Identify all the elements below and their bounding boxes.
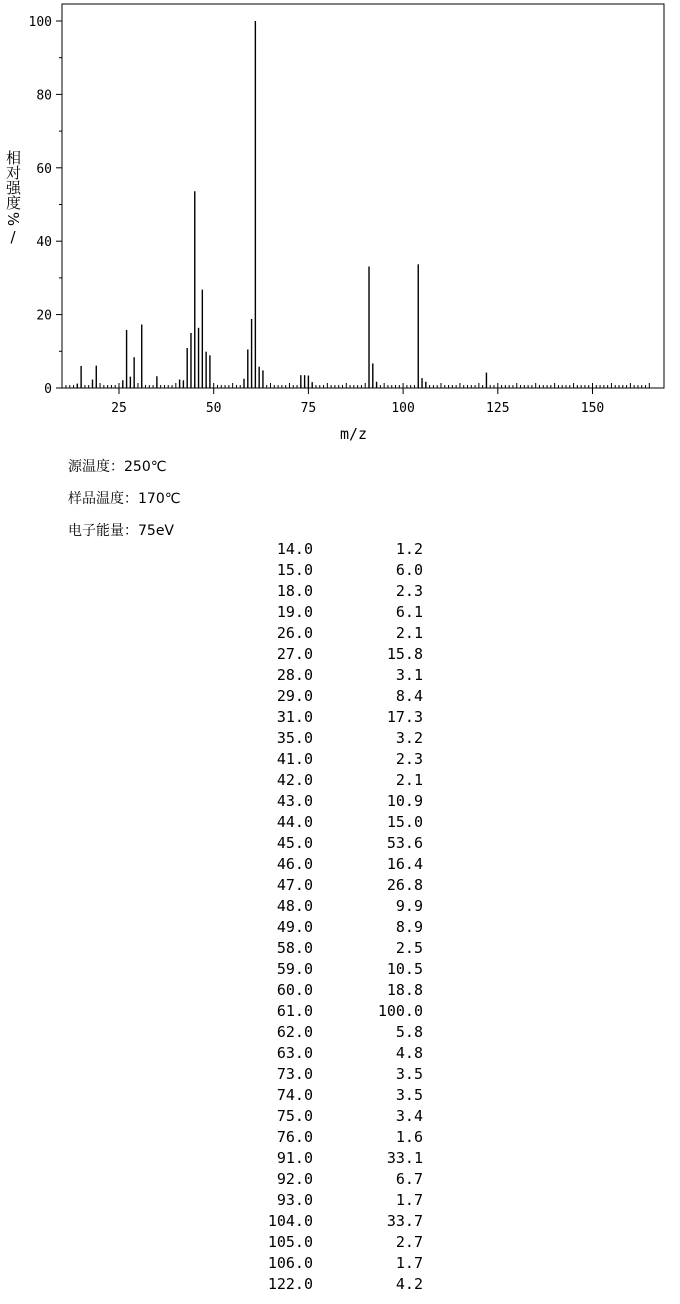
peak-row xyxy=(240,1043,430,1064)
peak-intensity: 1.6 xyxy=(395,1128,423,1146)
peak-mz: 63.0 xyxy=(276,1044,313,1062)
peak-mz: 46.0 xyxy=(276,855,313,873)
plot-frame xyxy=(62,4,664,388)
peak-mz: 29.0 xyxy=(276,687,313,705)
peak-row xyxy=(240,1232,430,1253)
sample-temperature: 样品温度：170℃ xyxy=(68,491,181,507)
peak-intensity: 26.8 xyxy=(386,876,423,894)
peak-row xyxy=(240,1148,430,1169)
peak-row xyxy=(240,896,430,917)
spectrum-peaks xyxy=(77,21,486,388)
peak-row xyxy=(240,1085,430,1106)
peak-intensity: 8.9 xyxy=(395,918,423,936)
peak-intensity: 2.3 xyxy=(395,582,423,600)
peak-row xyxy=(240,749,430,770)
peak-intensity: 4.2 xyxy=(395,1275,423,1293)
y-tick-label: 100 xyxy=(28,15,52,30)
peak-row xyxy=(240,1001,430,1022)
peak-mz: 19.0 xyxy=(276,603,313,621)
y-axis-label-text: 相对强度 xyxy=(4,150,22,210)
peak-row xyxy=(240,644,430,665)
peak-row xyxy=(240,1190,430,1211)
peak-mz: 105.0 xyxy=(267,1233,313,1251)
peak-intensity: 10.5 xyxy=(386,960,423,978)
peak-mz: 45.0 xyxy=(276,834,313,852)
x-tick-label: 125 xyxy=(486,401,510,416)
peak-mz: 44.0 xyxy=(276,813,313,831)
peak-mz: 74.0 xyxy=(276,1086,313,1104)
peak-row xyxy=(240,1106,430,1127)
peak-intensity: 6.1 xyxy=(395,603,423,621)
peak-intensity: 6.7 xyxy=(395,1170,423,1188)
peak-mz: 28.0 xyxy=(276,666,313,684)
peak-mz: 59.0 xyxy=(276,960,313,978)
peak-mz: 43.0 xyxy=(276,792,313,810)
peak-intensity: 17.3 xyxy=(386,708,423,726)
peak-mz: 91.0 xyxy=(276,1149,313,1167)
peak-mz: 73.0 xyxy=(276,1065,313,1083)
peak-row xyxy=(240,539,430,560)
peak-row xyxy=(240,686,430,707)
peak-intensity: 1.7 xyxy=(395,1254,423,1272)
peak-mz: 92.0 xyxy=(276,1170,313,1188)
peak-row xyxy=(240,875,430,896)
peak-mz: 104.0 xyxy=(267,1212,313,1230)
peak-mz: 27.0 xyxy=(276,645,313,663)
peak-intensity: 15.0 xyxy=(386,813,423,831)
peak-mz: 26.0 xyxy=(276,624,313,642)
peak-intensity: 2.5 xyxy=(395,939,423,957)
peak-row xyxy=(240,1253,430,1274)
peak-intensity: 3.5 xyxy=(395,1065,423,1083)
peak-intensity: 5.8 xyxy=(395,1023,423,1041)
peak-mz: 122.0 xyxy=(267,1275,313,1293)
x-minor-ticks xyxy=(66,383,649,388)
peak-intensity: 3.4 xyxy=(395,1107,423,1125)
peak-mz: 42.0 xyxy=(276,771,313,789)
peak-intensity: 1.2 xyxy=(395,540,423,558)
peak-row xyxy=(240,1127,430,1148)
source-temperature: 源温度：250℃ xyxy=(68,459,167,475)
y-tick-label: 0 xyxy=(44,382,52,397)
y-tick-label: 40 xyxy=(36,235,52,251)
y-tick-label: 80 xyxy=(36,88,52,104)
peak-row xyxy=(240,959,430,980)
peak-mz: 62.0 xyxy=(276,1023,313,1041)
peak-intensity: 2.1 xyxy=(395,771,423,789)
x-axis-ticks xyxy=(111,388,604,416)
peak-intensity: 33.1 xyxy=(386,1149,423,1167)
peak-row xyxy=(240,1274,430,1295)
peak-row xyxy=(240,833,430,854)
peak-row xyxy=(240,728,430,749)
peak-intensity: 2.3 xyxy=(395,750,423,768)
y-tick-label: 20 xyxy=(36,308,52,324)
peak-mz: 35.0 xyxy=(276,729,313,747)
peak-mz: 61.0 xyxy=(276,1002,313,1020)
peak-mz: 75.0 xyxy=(276,1107,313,1125)
peak-intensity: 4.8 xyxy=(395,1044,423,1062)
x-axis-label: m/z xyxy=(340,425,368,443)
x-tick-label: 25 xyxy=(111,401,127,416)
peak-intensity: 53.6 xyxy=(386,834,423,852)
peak-mz: 48.0 xyxy=(276,897,313,915)
peak-row xyxy=(240,791,430,812)
peak-row xyxy=(240,1022,430,1043)
peak-row xyxy=(240,1064,430,1085)
peak-table xyxy=(240,539,430,1295)
peak-mz: 76.0 xyxy=(276,1128,313,1146)
peak-row xyxy=(240,602,430,623)
peak-row xyxy=(240,938,430,959)
peak-intensity: 3.1 xyxy=(395,666,423,684)
peak-intensity: 10.9 xyxy=(386,792,423,810)
peak-row xyxy=(240,623,430,644)
peak-row xyxy=(240,770,430,791)
peak-intensity: 9.9 xyxy=(395,897,423,915)
peak-row xyxy=(240,665,430,686)
peak-intensity: 3.5 xyxy=(395,1086,423,1104)
peak-mz: 14.0 xyxy=(276,540,313,558)
peak-row xyxy=(240,581,430,602)
peak-row xyxy=(240,980,430,1001)
peak-mz: 106.0 xyxy=(267,1254,313,1272)
peak-mz: 49.0 xyxy=(276,918,313,936)
peak-mz: 58.0 xyxy=(276,939,313,957)
y-axis-ticks xyxy=(29,15,62,397)
electron-energy: 电子能量：75eV xyxy=(68,523,175,539)
mass-spectrum-chart xyxy=(0,0,680,450)
peak-mz: 60.0 xyxy=(276,981,313,999)
peak-intensity: 16.4 xyxy=(386,855,423,873)
x-tick-label: 100 xyxy=(391,401,415,416)
x-tick-label: 75 xyxy=(300,401,317,416)
peak-intensity: 6.0 xyxy=(395,561,423,579)
y-tick-label: 60 xyxy=(36,161,52,177)
peak-mz: 18.0 xyxy=(276,582,313,600)
peak-intensity: 3.2 xyxy=(395,729,423,747)
peak-mz: 47.0 xyxy=(276,876,313,894)
peak-intensity: 33.7 xyxy=(386,1212,423,1230)
peak-intensity: 2.1 xyxy=(395,624,423,642)
peak-mz: 15.0 xyxy=(276,561,313,579)
peak-row xyxy=(240,917,430,938)
y-axis-label xyxy=(4,150,22,246)
y-axis-label-unit: %/ xyxy=(3,211,22,246)
peak-row xyxy=(240,1211,430,1232)
peak-row xyxy=(240,707,430,728)
peak-row xyxy=(240,560,430,581)
peak-row xyxy=(240,812,430,833)
peak-mz: 31.0 xyxy=(276,708,313,726)
peak-row xyxy=(240,1169,430,1190)
peak-intensity: 15.8 xyxy=(386,645,423,663)
peak-mz: 93.0 xyxy=(276,1191,313,1209)
peak-row xyxy=(240,854,430,875)
x-tick-label: 150 xyxy=(580,401,605,416)
peak-intensity: 2.7 xyxy=(395,1233,423,1251)
peak-intensity: 100.0 xyxy=(377,1002,423,1020)
peak-mz: 41.0 xyxy=(276,750,313,768)
peak-intensity: 18.8 xyxy=(386,981,423,999)
peak-intensity: 1.7 xyxy=(395,1191,423,1209)
peak-intensity: 8.4 xyxy=(395,687,423,705)
x-tick-label: 50 xyxy=(205,401,222,416)
